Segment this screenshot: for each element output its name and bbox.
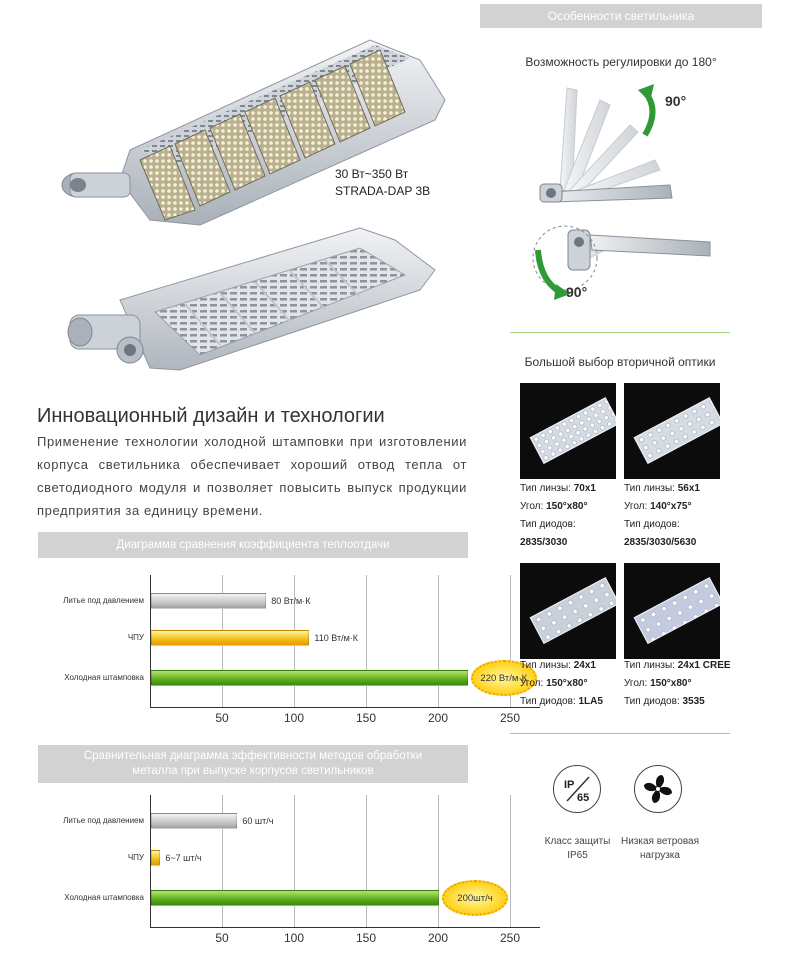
adjust-title: Возможность регулировки до 180° — [525, 55, 717, 69]
production-efficiency-chart — [40, 795, 521, 955]
lens-image-70x1 — [520, 383, 616, 479]
angle-up-label: 90° — [665, 93, 687, 109]
chart1-x-axis — [150, 707, 540, 708]
chart1-gridline — [366, 575, 367, 707]
chart1-category-label: Холодная штамповка — [64, 673, 144, 682]
ip65-caption: Класс защиты IP65 — [544, 836, 611, 861]
features-header-bar — [480, 4, 762, 28]
chart1-tick-label: 100 — [283, 711, 305, 725]
chart2-tick-label: 50 — [215, 931, 229, 945]
divider-2 — [510, 733, 730, 734]
chart1-bar — [151, 670, 468, 686]
chart2-category-label: ЧПУ — [127, 853, 144, 862]
chart2-tick-label: 150 — [355, 931, 377, 945]
chart1-tick-label: 150 — [355, 711, 377, 725]
svg-text:65: 65 — [577, 792, 590, 804]
design-text: Применение технологии холодной штамповки при изготовлении корпуса светильника обеспечивает хороший отвод тепла от светодиодного модуля и позволяет повысить выпуск продукции предприятия за единицу времени. — [37, 434, 467, 518]
chart2-gridline — [366, 795, 367, 927]
adjustment-illustration — [520, 80, 720, 305]
features-header: Особенности светильника — [547, 8, 695, 23]
chart1-title-bar — [38, 532, 468, 558]
streetlight-back-drawing — [60, 220, 450, 380]
chart2-value-label: 60 шт/ч — [242, 816, 274, 826]
lens-spec-1: Тип линзы: 70x1 Угол: 150°x80° Тип диодов: 2835/3030 — [520, 483, 596, 548]
power-range: 30 Вт~350 Вт — [335, 167, 409, 181]
design-title: Инновационный дизайн и технологии — [37, 405, 385, 427]
chart2-gridline — [294, 795, 295, 927]
heat-transfer-chart — [40, 575, 528, 730]
chart2-title-line2: металла при выпуске корпусов светильников — [132, 765, 374, 777]
chart1-value-label: 80 Вт/м·К — [271, 596, 311, 606]
chart2-gridline — [510, 795, 511, 927]
chart1-bar — [151, 593, 266, 609]
chart2-value-badge: 200шт/ч — [442, 880, 508, 916]
chart2-gridline — [438, 795, 439, 927]
chart2-tick-label: 250 — [499, 931, 521, 945]
model-name: STRADA-DAP 3В — [335, 184, 431, 198]
chart1-tick-label: 250 — [499, 711, 521, 725]
product-caption — [335, 166, 430, 200]
chart2-title-bar — [38, 745, 468, 783]
svg-text:IP: IP — [564, 779, 575, 791]
lens-image-24x1-cree — [624, 563, 720, 659]
optics-title: Большой выбор вторичной оптики — [524, 355, 716, 369]
lens-image-56x1 — [624, 383, 720, 479]
product-image-bottom — [60, 220, 450, 380]
chart1-title: Диаграмма сравнения коэффициента теплоотдачи — [116, 538, 390, 551]
chart2-value-label: 6~7 шт/ч — [165, 853, 202, 863]
chart2-title-line1: Сравнительная диаграмма эффективности методов обработки — [83, 750, 423, 762]
chart2-x-axis — [150, 927, 540, 928]
wind-load-caption: Низкая ветровая нагрузка — [620, 836, 700, 861]
chart2-tick-label: 200 — [427, 931, 449, 945]
chart2-bar — [151, 813, 237, 829]
chart1-category-label: ЧПУ — [127, 633, 144, 642]
lens-spec-3: Тип линзы: 24x1 Угол: 150°x80° Тип диодов: 1LA5 — [520, 660, 603, 707]
chart2-bar — [151, 850, 160, 866]
lens-spec-4: Тип линзы: 24x1 CREE Угол: 150°x80° Тип диодов: 3535 — [624, 660, 731, 707]
chart2-category-label: Холодная штамповка — [64, 893, 144, 902]
tilt-diagram — [520, 80, 720, 305]
chart1-value-label: 110 Вт/м·К — [314, 633, 358, 643]
angle-down-label: 90° — [566, 284, 588, 300]
chart2-tick-label: 100 — [283, 931, 305, 945]
divider-1 — [510, 332, 730, 333]
chart1-gridline — [438, 575, 439, 707]
fan-icon — [634, 765, 682, 813]
chart1-tick-label: 50 — [215, 711, 229, 725]
chart1-value-badge: 220 Вт/м·К — [471, 660, 537, 696]
chart1-category-label: Литье под давлением — [63, 596, 144, 605]
ip65-icon — [553, 765, 601, 813]
lens-image-24x1 — [520, 563, 616, 659]
chart1-bar — [151, 630, 309, 646]
chart1-tick-label: 200 — [427, 711, 449, 725]
chart2-bar — [151, 890, 439, 906]
lens-spec-2: Тип линзы: 56x1 Угол: 140°x75° Тип диодов: 2835/3030/5630 — [624, 483, 700, 548]
chart2-category-label: Литье под давлением — [63, 816, 144, 825]
